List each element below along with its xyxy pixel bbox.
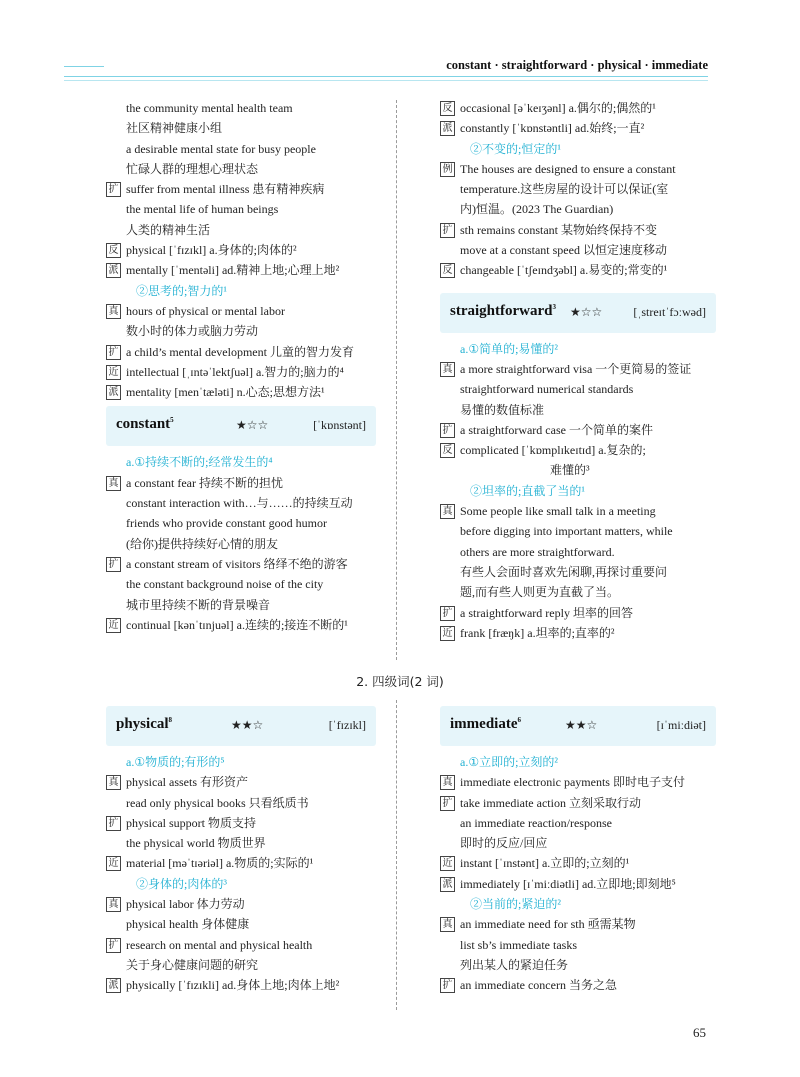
entry-line xyxy=(440,379,716,399)
entry-line xyxy=(106,595,376,615)
entry-text: 数小时的体力或脑力劳动 xyxy=(126,324,259,339)
entry-text: research on mental and physical health xyxy=(126,937,313,952)
column-divider-top xyxy=(396,100,409,660)
entry-line xyxy=(106,554,376,574)
entry-tag: 扩 xyxy=(106,182,121,197)
entry-text: 易懂的数值标准 xyxy=(460,402,545,417)
entry-text: physically [ˈfɪzɪkli] ad.身体上地;肉体上地² xyxy=(126,978,340,993)
entry-text: an immediate need for sth 亟需某物 xyxy=(460,917,636,932)
entry-tag: 近 xyxy=(440,856,455,871)
entry-text: 内)恒温。(2023 The Guardian) xyxy=(460,202,614,217)
entry-line xyxy=(106,813,376,833)
page-number: 65 xyxy=(693,1025,706,1040)
entry-text: 难懂的³ xyxy=(460,463,590,478)
header-rule-left xyxy=(64,66,104,81)
entry-text: The houses are designed to ensure a constant xyxy=(460,161,676,176)
entry-line xyxy=(106,772,376,792)
entry-text: a desirable mental state for busy people xyxy=(126,141,316,156)
entry-line xyxy=(106,574,376,594)
entry-line xyxy=(440,914,716,934)
column-top-right xyxy=(440,98,716,643)
entry-line xyxy=(440,521,716,541)
entry-tag: 派 xyxy=(106,385,121,400)
sense-label: ②坦率的;直截了当的¹ xyxy=(470,483,585,498)
entry-tag: 真 xyxy=(440,504,455,519)
entry-tag: 例 xyxy=(440,162,455,177)
entry-text: 即时的反应/回应 xyxy=(460,836,548,851)
entry-text: physical support 物质支持 xyxy=(126,815,256,830)
entry-text: (给你)提供持续好心情的朋友 xyxy=(126,536,278,551)
entry-line xyxy=(106,833,376,853)
entry-tag: 反 xyxy=(440,443,455,458)
entry-text: sth remains constant 某物始终保持不变 xyxy=(460,222,657,237)
difficulty-stars: ★☆☆ xyxy=(570,304,603,319)
entry-tag: 真 xyxy=(106,897,121,912)
entry-tag: 扩 xyxy=(440,423,455,438)
entry-text: constant interaction with…与……的持续互动 xyxy=(126,496,353,511)
entry-text: the physical world 物质世界 xyxy=(126,836,266,851)
entry-tag: 派 xyxy=(106,978,121,993)
entry-line xyxy=(440,813,716,833)
entry-text: a constant stream of visitors 络绎不绝的游客 xyxy=(126,556,348,571)
entry-line xyxy=(106,853,376,873)
entry-line xyxy=(106,534,376,554)
entry-line xyxy=(440,420,716,440)
entry-tag: 扩 xyxy=(106,938,121,953)
entry-text: immediate electronic payments 即时电子支付 xyxy=(460,775,685,790)
entry-line xyxy=(106,362,376,382)
entry-line xyxy=(440,98,716,118)
entry-text: physical [ˈfɪzɪkl] a.身体的;肉体的² xyxy=(126,243,297,258)
entry-line xyxy=(106,473,376,493)
entry-tag: 近 xyxy=(106,365,121,380)
entry-text: the constant background noise of the city xyxy=(126,577,324,592)
column-bottom-right xyxy=(440,700,716,996)
entry-line xyxy=(106,935,376,955)
entry-text: a child’s mental development 儿童的智力发育 xyxy=(126,344,354,359)
entry-text: constantly [ˈkɒnstəntli] ad.始终;一直² xyxy=(460,121,645,136)
entry-tag: 扩 xyxy=(106,345,121,360)
difficulty-stars: ★★☆ xyxy=(231,718,264,732)
sense-label: a.①简单的;易懂的² xyxy=(460,341,559,356)
entry-line xyxy=(440,501,716,521)
entry-line xyxy=(440,240,716,260)
entry-tag: 派 xyxy=(106,263,121,278)
entry-text: 城市里持续不断的背景噪音 xyxy=(126,597,271,612)
entry-tag: 真 xyxy=(440,775,455,790)
running-header: constant · straightforward · physical · immediate xyxy=(446,58,708,72)
entry-text: mentally [ˈmentəli] ad.精神上地;心理上地² xyxy=(126,263,340,278)
entry-line xyxy=(440,793,716,813)
column-top-left xyxy=(106,98,376,635)
header-rule xyxy=(64,76,708,77)
entry-line xyxy=(440,853,716,873)
entry-text: a constant fear 持续不断的担忧 xyxy=(126,475,283,490)
entry-line xyxy=(106,118,376,138)
entry-tag: 反 xyxy=(440,263,455,278)
entry-line xyxy=(106,894,376,914)
entry-line xyxy=(106,874,376,894)
entry-text: read only physical books 只看纸质书 xyxy=(126,795,309,810)
entry-tag: 真 xyxy=(440,917,455,932)
entry-text: continual [kənˈtɪnjuəl] a.连续的;接连不断的¹ xyxy=(126,617,348,632)
entry-line xyxy=(440,562,716,582)
sense-label: ②身体的;肉体的³ xyxy=(136,876,227,891)
headword: physical$^8$ xyxy=(116,716,173,732)
entry-line xyxy=(440,440,716,460)
entry-line xyxy=(440,481,716,501)
entry-line xyxy=(106,98,376,118)
entry-line xyxy=(106,281,376,301)
entry-text: 关于身心健康问题的研究 xyxy=(126,957,259,972)
entry-tag: 近 xyxy=(440,626,455,641)
entry-text: changeable [ˈtʃeɪndʒəbl] a.易变的;常变的¹ xyxy=(460,263,668,278)
headword: straightforward$^3$ xyxy=(450,302,556,319)
entry-text: material [məˈtɪəriəl] a.物质的;实际的¹ xyxy=(126,856,314,871)
entry-text: a straightforward reply 坦率的回答 xyxy=(460,605,633,620)
entry-line xyxy=(440,874,716,894)
entry-tag: 扩 xyxy=(440,606,455,621)
pronunciation: [ɪˈmiːdiət] xyxy=(656,718,706,732)
entry-line xyxy=(106,260,376,280)
entry-line xyxy=(440,975,716,995)
entry-line xyxy=(440,339,716,359)
headword-box-physical xyxy=(106,706,376,746)
entry-line xyxy=(106,793,376,813)
entry-text: list sb’s immediate tasks xyxy=(460,937,577,952)
headword-box-straightforward xyxy=(440,293,716,333)
entry-text: take immediate action 立刻采取行动 xyxy=(460,795,641,810)
entry-line xyxy=(440,159,716,179)
entry-tag: 真 xyxy=(106,476,121,491)
section-title: 2. 四级词(2 词) xyxy=(356,674,444,689)
entry-line xyxy=(440,460,716,480)
entry-text: straightforward numerical standards xyxy=(460,382,634,397)
entry-line xyxy=(440,139,716,159)
entry-line xyxy=(106,752,376,772)
entry-line xyxy=(440,833,716,853)
entry-tag: 近 xyxy=(106,856,121,871)
entry-text: 题,而有些人则更为直截了当。 xyxy=(460,585,620,600)
entry-tag: 派 xyxy=(440,121,455,136)
entry-tag: 扩 xyxy=(440,796,455,811)
difficulty-stars: ★☆☆ xyxy=(236,418,269,433)
entry-text: complicated [ˈkɒmplɪkeɪtɪd] a.复杂的; xyxy=(460,443,646,458)
sense-label: ②不变的;恒定的¹ xyxy=(470,141,561,156)
entry-tag: 反 xyxy=(440,101,455,116)
entry-line xyxy=(106,240,376,260)
entry-tag: 派 xyxy=(440,877,455,892)
entry-text: immediately [ɪˈmiːdiətli] ad.立即地;即刻地⁵ xyxy=(460,876,676,891)
entry-line xyxy=(106,199,376,219)
entry-line xyxy=(106,139,376,159)
entry-line xyxy=(440,260,716,280)
entry-text: hours of physical or mental labor xyxy=(126,303,285,318)
entry-line xyxy=(440,359,716,379)
entry-line xyxy=(106,513,376,533)
entry-line xyxy=(106,342,376,362)
entry-tag: 扩 xyxy=(106,816,121,831)
sense-label: a.①物质的;有形的⁵ xyxy=(126,755,225,769)
entry-tag: 真 xyxy=(106,775,121,790)
column-bottom-left xyxy=(106,700,376,996)
entry-text: Some people like small talk in a meeting xyxy=(460,504,656,519)
entry-line xyxy=(440,623,716,643)
entry-line xyxy=(440,935,716,955)
column-divider-bottom xyxy=(396,700,409,1010)
entry-text: before digging into important matters, while xyxy=(460,524,673,539)
entry-text: a more straightforward visa 一个更简易的签证 xyxy=(460,361,692,376)
entry-text: physical labor 体力劳动 xyxy=(126,897,245,912)
entry-text: an immediate reaction/response xyxy=(460,815,612,830)
sense-label: ②当前的;紧迫的² xyxy=(470,897,561,912)
entry-line xyxy=(440,400,716,420)
entry-line xyxy=(106,493,376,513)
entry-line xyxy=(440,582,716,602)
entry-line xyxy=(440,772,716,792)
entry-text: 人类的精神生活 xyxy=(126,222,211,237)
entry-line xyxy=(440,894,716,914)
entry-text: physical health 身体健康 xyxy=(126,917,250,932)
entry-tag: 真 xyxy=(440,362,455,377)
entry-tag: 近 xyxy=(106,618,121,633)
sense-label: a.①持续不断的;经常发生的⁴ xyxy=(126,455,273,470)
entry-text: move at a constant speed 以恒定速度移动 xyxy=(460,243,667,258)
entry-text: physical assets 有形资产 xyxy=(126,775,248,790)
headword-box-constant xyxy=(106,406,376,446)
entry-line xyxy=(440,118,716,138)
entry-tag: 真 xyxy=(106,304,121,319)
entry-line xyxy=(106,615,376,635)
entry-tag: 扩 xyxy=(106,557,121,572)
entry-line xyxy=(106,975,376,995)
pronunciation: [ˈkɒnstənt] xyxy=(313,418,366,433)
entry-text: an immediate concern 当务之急 xyxy=(460,978,617,993)
entry-line xyxy=(106,914,376,934)
entry-tag: 扩 xyxy=(440,978,455,993)
entry-text: mentality [menˈtæləti] n.心态;思想方法¹ xyxy=(126,385,325,400)
entry-line xyxy=(440,603,716,623)
difficulty-stars: ★★☆ xyxy=(565,718,598,732)
headword: constant$^5$ xyxy=(116,416,174,433)
entry-text: 社区精神健康小组 xyxy=(126,121,223,136)
headword-box-immediate xyxy=(440,706,716,746)
sense-label: a.①立即的;立刻的² xyxy=(460,755,559,769)
entry-text: friends who provide constant good humor xyxy=(126,516,327,531)
entry-text: the mental life of human beings xyxy=(126,202,279,217)
entry-text: occasional [əˈkeɪʒənl] a.偶尔的;偶然的¹ xyxy=(460,101,656,115)
entry-line xyxy=(440,752,716,772)
entry-line xyxy=(106,321,376,341)
entry-text: instant [ˈɪnstənt] a.立即的;立刻的¹ xyxy=(460,856,630,871)
entry-text: 列出某人的紧迫任务 xyxy=(460,957,569,972)
entry-line xyxy=(440,199,716,219)
entry-tag: 反 xyxy=(106,243,121,258)
entry-line xyxy=(106,452,376,472)
entry-line xyxy=(440,955,716,975)
entry-text: intellectual [ˌɪntəˈlektʃuəl] a.智力的;脑力的⁴ xyxy=(126,364,344,379)
entry-text: temperature.这些房屋的设计可以保证(室 xyxy=(460,182,669,197)
entry-line xyxy=(106,382,376,402)
pronunciation: [ˌstreɪtˈfɔːwəd] xyxy=(633,304,706,319)
entry-line xyxy=(440,220,716,240)
entry-line xyxy=(440,542,716,562)
entry-line xyxy=(106,179,376,199)
entry-text: 有些人会面时喜欢先闲聊,再探讨重要问 xyxy=(460,564,668,579)
pronunciation: [ˈfɪzɪkl] xyxy=(328,718,366,732)
sense-label: ②思考的;智力的¹ xyxy=(136,283,227,298)
entry-text: a straightforward case 一个简单的案件 xyxy=(460,422,653,437)
entry-line xyxy=(106,301,376,321)
header-rule-secondary xyxy=(64,80,708,81)
entry-line xyxy=(106,220,376,240)
entry-text: the community mental health team xyxy=(126,101,293,115)
entry-text: frank [fræŋk] a.坦率的;直率的² xyxy=(460,625,615,640)
entry-tag: 扩 xyxy=(440,223,455,238)
entry-line xyxy=(106,159,376,179)
headword: immediate$^6$ xyxy=(450,716,521,732)
entry-text: 忙碌人群的理想心理状态 xyxy=(126,161,259,176)
entry-line xyxy=(106,955,376,975)
entry-text: others are more straightforward. xyxy=(460,544,615,559)
entry-text: suffer from mental illness 患有精神疾病 xyxy=(126,182,325,197)
entry-line xyxy=(440,179,716,199)
